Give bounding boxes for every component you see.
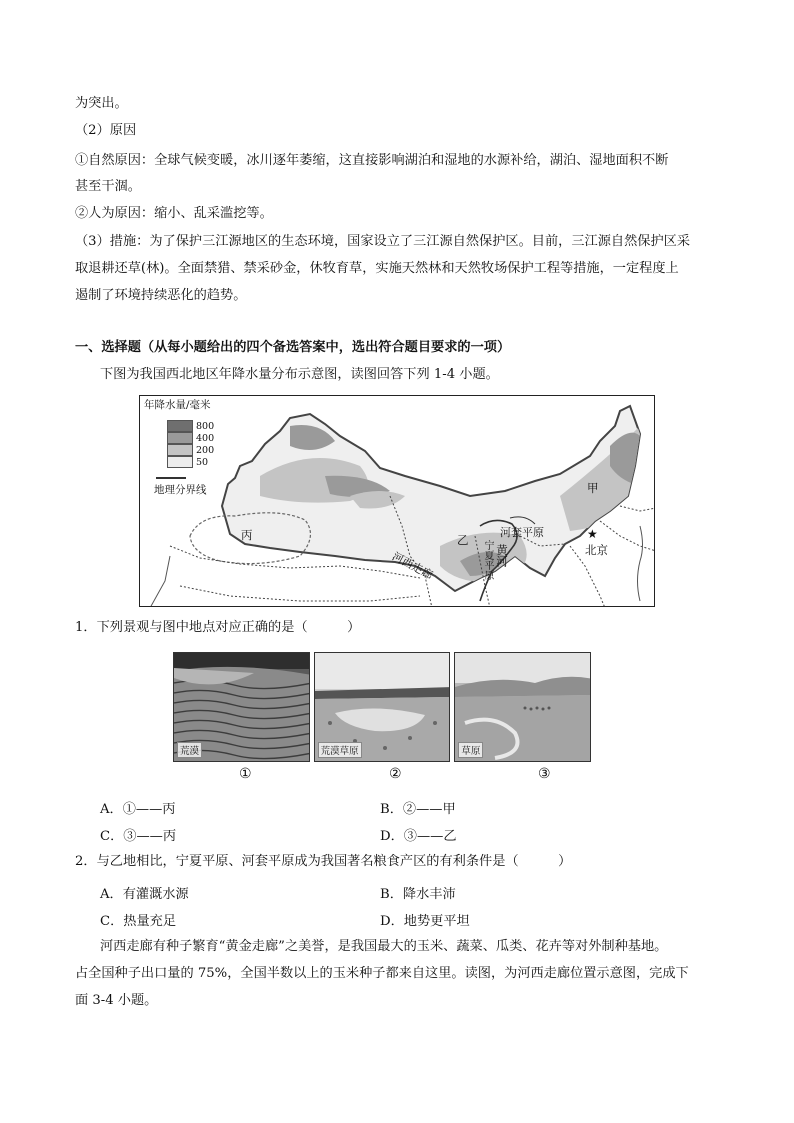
legend-swatch-800 [167, 420, 193, 432]
passage-line: 河西走廊有种子繁育“黄金走廊”之美誉，是我国最大的玉米、蔬菜、瓜类、花卉等对外制种基地。 [100, 939, 668, 954]
text-line: 取退耕还草(林)。全面禁猎、禁采砂金，休牧育草，实施天然林和天然牧场保护工程等措施，一定程度上 [75, 261, 679, 276]
map-label-huanghe: 黄河 [495, 544, 509, 567]
q1-option-a[interactable]: A．①——丙 [100, 802, 176, 817]
legend-value: 50 [196, 456, 209, 468]
legend-swatch-400 [167, 432, 193, 444]
photo-number: ① [239, 766, 252, 782]
landscape-photos [173, 652, 591, 762]
q2-option-a[interactable]: A．有灌溉水源 [100, 887, 189, 902]
legend-value: 800 [196, 420, 215, 432]
section-heading: 一、选择题（从每小题给出的四个备选答案中，选出符合题目要求的一项） [75, 340, 511, 355]
text-line: （2）原因 [75, 123, 137, 138]
map-label-bing: 丙 [241, 528, 253, 542]
passage-line: 面 3-4 小题。 [75, 993, 158, 1008]
precipitation-map [139, 395, 655, 607]
boundary-line-sample [156, 477, 186, 479]
legend-item [167, 432, 214, 444]
map-drawing [140, 396, 655, 607]
q2-stem: 2．与乙地相比，宁夏平原、河套平原成为我国著名粮食产区的有利条件是（ ） [75, 854, 572, 869]
text-line: 甚至干涸。 [75, 179, 141, 194]
photo-number: ② [389, 766, 402, 782]
map-label-hetao: 河套平原 [500, 526, 544, 539]
photo-caption: 草原 [458, 742, 483, 758]
legend-value: 400 [196, 432, 215, 444]
text-line: ①自然原因：全球气候变暖，冰川逐年萎缩，这直接影响湖泊和湿地的水源补给，湖泊、湿地面积不断 [75, 153, 669, 168]
photo-grassland [454, 652, 591, 762]
map-label-yi: 乙 [457, 533, 469, 547]
q1-stem: 1．下列景观与图中地点对应正确的是（ ） [75, 620, 361, 635]
boundary-label: 地理分界线 [154, 484, 207, 496]
passage-line: 占全国种子出口量的 75%，全国半数以上的玉米种子都来自这里。读图，为河西走廊位置示意图，完成下 [75, 966, 689, 981]
q2-option-c[interactable]: C．热量充足 [100, 914, 177, 929]
legend-value: 200 [196, 444, 215, 456]
q1-option-b[interactable]: B．②——甲 [380, 802, 456, 817]
photo-caption: 荒漠 [177, 742, 202, 758]
legend-swatch-50 [167, 456, 193, 468]
text-line: （3）措施：为了保护三江源地区的生态环境，国家设立了三江源自然保护区。目前，三江源自然保护区采 [75, 234, 691, 249]
text-line: 遏制了环境持续恶化的趋势。 [75, 288, 247, 303]
legend-item [167, 456, 208, 468]
photo-desert [173, 652, 310, 762]
q1-option-c[interactable]: C．③——丙 [100, 829, 177, 844]
beijing-star-icon: ★ [587, 527, 598, 541]
map-legend [144, 399, 211, 411]
text-line: ②人为原因：缩小、乱采滥挖等。 [75, 206, 273, 221]
map-label-beijing: 北京 [585, 543, 608, 557]
map-intro: 下图为我国西北地区年降水量分布示意图，读图回答下列 1-4 小题。 [100, 367, 499, 382]
legend-swatch-200 [167, 444, 193, 456]
q2-option-b[interactable]: B．降水丰沛 [380, 887, 456, 902]
map-label-ningxia: 宁夏平原 [482, 540, 493, 580]
legend-title: 年降水量/毫米 [144, 399, 211, 411]
legend-item [167, 420, 214, 432]
photo-desert-steppe [314, 652, 451, 762]
photo-number: ③ [538, 766, 551, 782]
q2-option-d[interactable]: D．地势更平坦 [380, 914, 470, 929]
map-label-hexi: 河西走廊 [389, 549, 435, 582]
legend-item [167, 444, 214, 456]
photo-caption: 荒漠草原 [318, 742, 362, 758]
map-label-jia: 甲 [587, 481, 599, 495]
text-line: 为突出。 [75, 96, 128, 111]
q1-option-d[interactable]: D．③——乙 [380, 829, 457, 844]
